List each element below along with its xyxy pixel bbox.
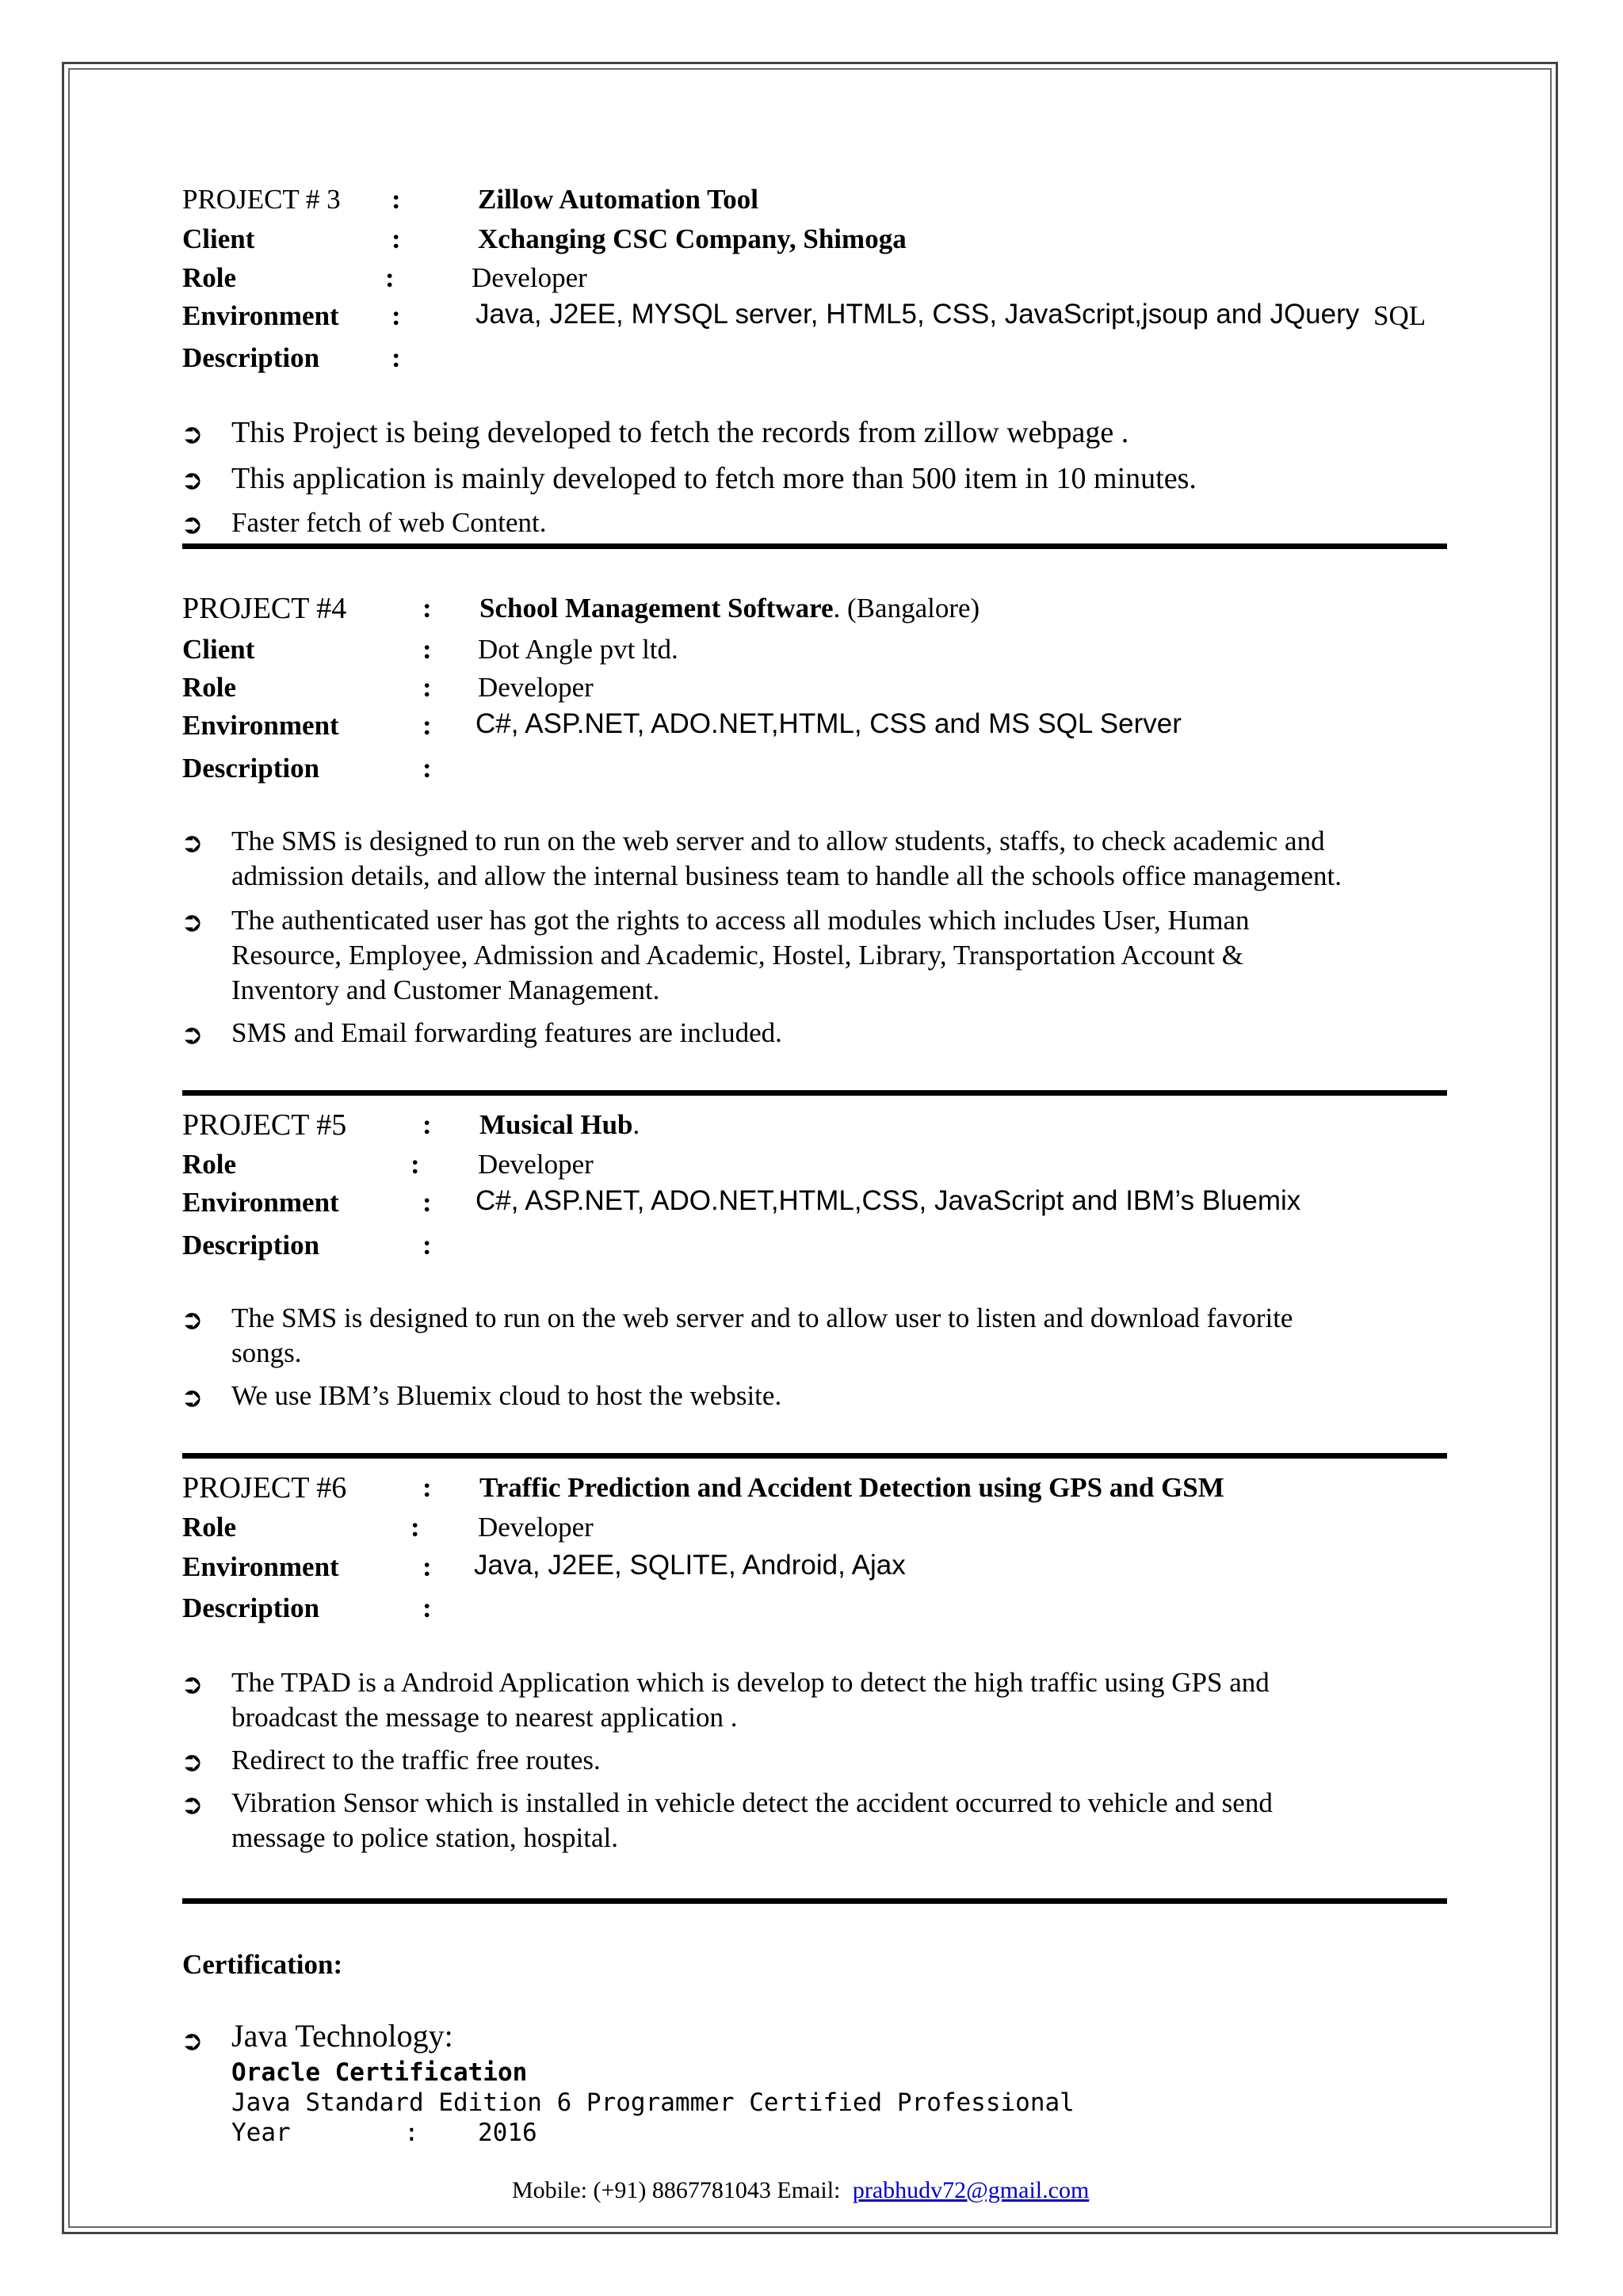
footer-contact-text: Mobile: (+91) 8867781043 Email: — [512, 2177, 841, 2203]
environment-value: C#, ASP.NET, ADO.NET,HTML, CSS and MS SQL Server — [475, 708, 1182, 739]
description-label: Description — [182, 342, 320, 373]
section-divider — [182, 543, 1447, 549]
description-label: Description — [182, 1592, 320, 1623]
bullet-text: SMS and Email forwarding features are included. — [231, 1017, 782, 1048]
bullet-text: The TPAD is a Android Application which is develop to detect the high traffic using GPS and — [231, 1667, 1270, 1698]
colon: : — [422, 634, 432, 665]
certification-item-title: Java Technology: — [231, 2018, 453, 2054]
project-title-name: School Management Software — [479, 593, 834, 624]
arrow-bullet-icon: ➲ — [181, 1304, 204, 1336]
certification-name: Java Standard Edition 6 Programmer Certified Professional — [231, 2088, 1075, 2117]
colon: : — [422, 1187, 432, 1218]
colon: : — [422, 1592, 432, 1623]
arrow-bullet-icon: ➲ — [181, 509, 204, 540]
project-title-label: PROJECT #5 — [182, 1108, 347, 1142]
arrow-bullet-icon: ➲ — [181, 1669, 204, 1700]
bullet-text: The SMS is designed to run on the web server and to allow students, staffs, to check academic and — [231, 826, 1325, 856]
colon: : — [391, 342, 401, 373]
arrow-bullet-icon: ➲ — [181, 1746, 204, 1778]
description-label: Description — [182, 1230, 320, 1261]
colon: : — [391, 184, 401, 215]
project-title-label: PROJECT #6 — [182, 1471, 347, 1505]
role-value: Developer — [472, 262, 587, 293]
arrow-bullet-icon: ➲ — [181, 1382, 204, 1413]
arrow-bullet-icon: ➲ — [181, 464, 204, 496]
bullet-text: We use IBM’s Bluemix cloud to host the website. — [231, 1380, 782, 1411]
arrow-bullet-icon: ➲ — [181, 2025, 204, 2057]
role-label: Role — [182, 262, 237, 293]
environment-label: Environment — [182, 710, 339, 741]
bullet-text: Redirect to the traffic free routes. — [231, 1745, 601, 1775]
environment-value: Java, J2EE, MYSQL server, HTML5, CSS, JavaScript,jsoup and JQuery — [475, 299, 1360, 330]
certification-year-value: 2016 — [478, 2119, 537, 2147]
colon: : — [411, 1512, 420, 1543]
bullet-text: message to police station, hospital. — [231, 1822, 618, 1853]
arrow-bullet-icon: ➲ — [181, 906, 204, 938]
colon: : — [422, 753, 432, 784]
client-label: Client — [182, 223, 255, 254]
environment-value: C#, ASP.NET, ADO.NET,HTML,CSS, JavaScript and IBM’s Bluemix — [475, 1185, 1301, 1216]
project-title: Zillow Automation Tool — [478, 184, 758, 215]
certification-year-label: Year — [231, 2119, 291, 2147]
role-value: Developer — [478, 672, 594, 703]
colon: : — [391, 223, 401, 254]
certification-org: Oracle Certification — [231, 2058, 528, 2087]
project-title-label: PROJECT # 3 — [182, 184, 341, 215]
colon: : — [422, 672, 432, 703]
role-label: Role — [182, 672, 237, 703]
client-value: Dot Angle pvt ltd. — [478, 634, 678, 665]
project-title: Traffic Prediction and Accident Detection using GPS and GSM — [479, 1472, 1224, 1503]
arrow-bullet-icon: ➲ — [181, 827, 204, 859]
colon: : — [422, 1109, 432, 1140]
colon: : — [422, 710, 432, 741]
colon: : — [422, 1472, 432, 1503]
project-title-suffix: . (Bangalore) — [833, 593, 980, 624]
bullet-text: This application is mainly developed to fetch more than 500 item in 10 minutes. — [231, 462, 1197, 495]
bullet-text: This Project is being developed to fetch the records from zillow webpage . — [231, 416, 1129, 449]
colon: : — [411, 1149, 420, 1180]
footer-contact — [512, 2177, 1089, 2204]
bullet-text: broadcast the message to nearest application . — [231, 1702, 738, 1733]
project-title-suffix: . — [632, 1109, 640, 1140]
role-label: Role — [182, 1149, 237, 1180]
colon: : — [422, 1551, 432, 1582]
client-label: Client — [182, 634, 255, 665]
project-title — [479, 1109, 640, 1141]
section-divider — [182, 1898, 1447, 1904]
section-divider — [182, 1453, 1447, 1459]
colon: : — [391, 300, 401, 331]
bullet-text: The authenticated user has got the rights to access all modules which includes User, Human — [231, 905, 1250, 936]
colon: : — [422, 1230, 432, 1261]
environment-value-tail: SQL — [1373, 300, 1426, 331]
role-value: Developer — [478, 1149, 594, 1180]
arrow-bullet-icon: ➲ — [181, 1789, 204, 1821]
environment-label: Environment — [182, 1187, 339, 1218]
bullet-text: Vibration Sensor which is installed in vehicle detect the accident occurred to vehicle and send — [231, 1787, 1273, 1818]
bullet-text: Resource, Employee, Admission and Academic, Hostel, Library, Transportation Account & — [231, 940, 1243, 971]
certification-heading: Certification: — [182, 1949, 343, 1980]
arrow-bullet-icon: ➲ — [181, 1019, 204, 1051]
arrow-bullet-icon: ➲ — [181, 418, 204, 450]
project-title-name: Musical Hub — [479, 1109, 633, 1140]
colon: : — [404, 2119, 419, 2147]
project-title-label: PROJECT #4 — [182, 592, 347, 625]
environment-value: Java, J2EE, SQLITE, Android, Ajax — [474, 1550, 906, 1581]
section-divider — [182, 1090, 1447, 1096]
bullet-text: songs. — [231, 1337, 302, 1368]
role-label: Role — [182, 1512, 237, 1543]
colon: : — [422, 593, 432, 624]
bullet-text: The SMS is designed to run on the web server and to allow user to listen and download favorite — [231, 1302, 1293, 1333]
bullet-text: admission details, and allow the internal business team to handle all the schools office management. — [231, 860, 1342, 891]
description-label: Description — [182, 753, 320, 784]
client-value: Xchanging CSC Company, Shimoga — [478, 223, 907, 254]
bullet-text: Inventory and Customer Management. — [231, 974, 660, 1005]
bullet-text: Faster fetch of web Content. — [231, 507, 547, 538]
role-value: Developer — [478, 1512, 594, 1543]
environment-label: Environment — [182, 300, 339, 331]
colon: : — [385, 262, 395, 293]
project-title — [479, 593, 980, 624]
email-link[interactable]: prabhudv72@gmail.com — [852, 2177, 1090, 2203]
page-border-inner — [68, 68, 1552, 2228]
environment-label: Environment — [182, 1551, 339, 1582]
